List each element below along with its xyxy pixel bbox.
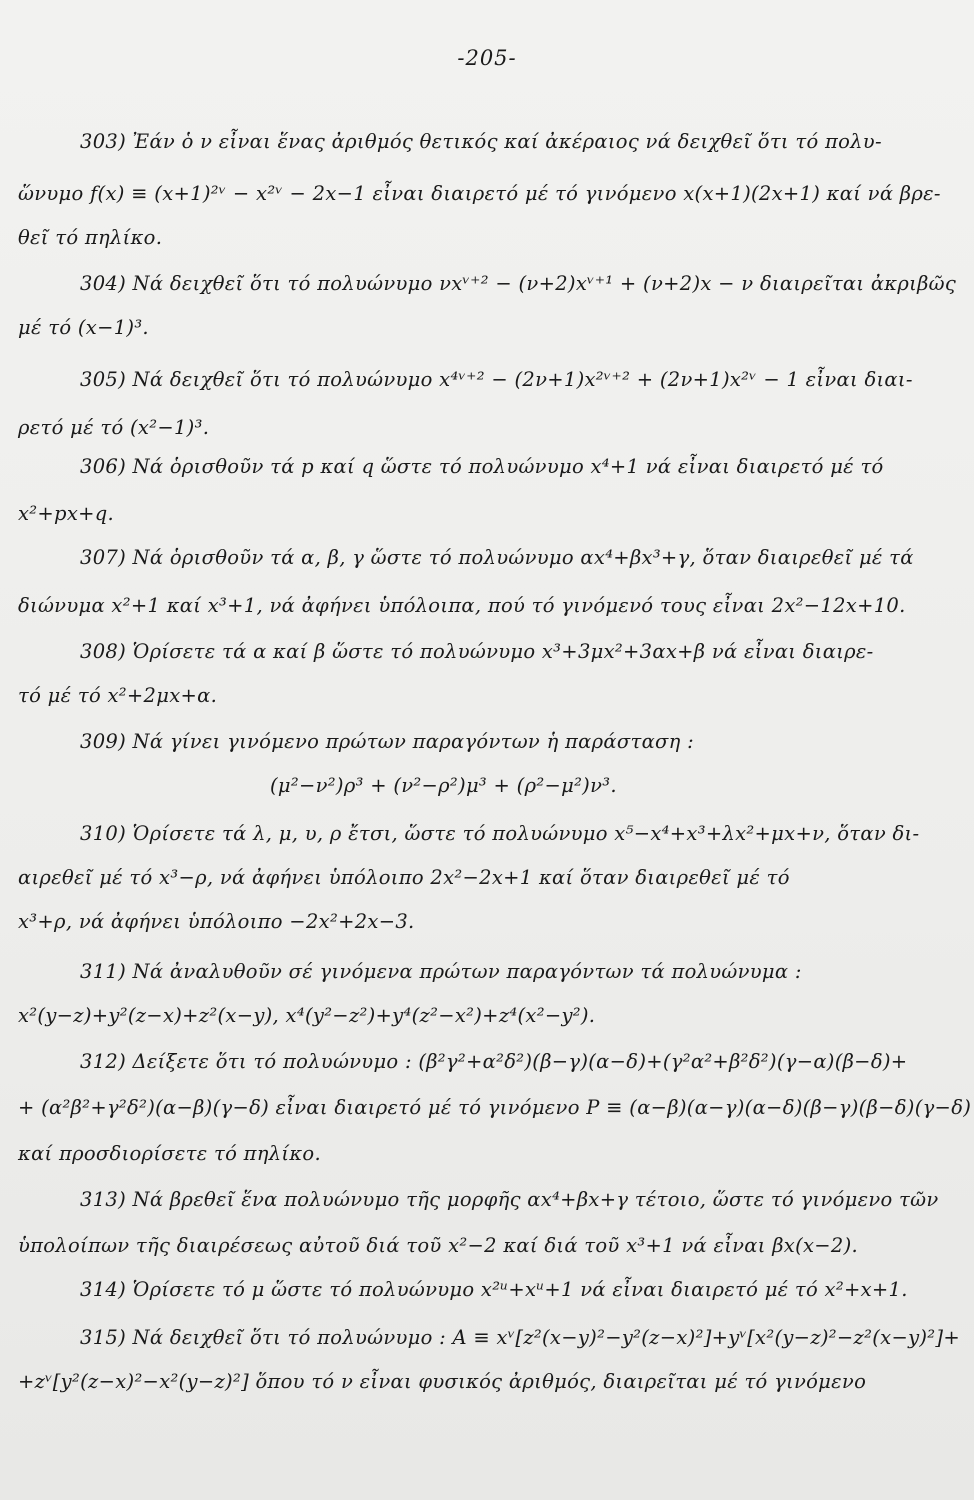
text-line: 307) Νά ὁρισθοῦν τά α, β, γ ὥστε τό πολυώνυμο αx⁴+βx³+γ, ὅταν διαιρεθεῖ μέ τά [80, 546, 914, 569]
text-line: +zᵛ[y²(z−x)²−x²(y−z)²] ὅπου τό ν εἶναι φυσικός ἀριθμός, διαιρεῖται μέ τό γινόμενο [18, 1370, 867, 1393]
text-line: 310) Ὁρίσετε τά λ, μ, υ, ρ ἔτσι, ὥστε τό πολυώνυμο x⁵−x⁴+x³+λx²+μx+ν, ὅταν δι- [80, 822, 920, 845]
text-line: καί προσδιορίσετε τό πηλίκο. [18, 1142, 321, 1165]
text-line: 309) Νά γίνει γινόμενο πρώτων παραγόντων ἡ παράσταση : [80, 730, 694, 753]
text-line: 306) Νά ὁρισθοῦν τά p καί q ὥστε τό πολυώνυμο x⁴+1 νά εἶναι διαιρετό μέ τό [80, 455, 884, 478]
text-line: 311) Νά ἀναλυθοῦν σέ γινόμενα πρώτων παραγόντων τά πολυώνυμα : [80, 960, 802, 983]
text-line: ὑπολοίπων τῆς διαιρέσεως αὐτοῦ διά τοῦ x²−2 καί διά τοῦ x³+1 νά εἶναι βx(x−2). [18, 1234, 859, 1257]
page-number: -205- [457, 46, 517, 70]
text-line: 314) Ὁρίσετε τό μ ὥστε τό πολυώνυμο x²ᵘ+xᵘ+1 νά εἶναι διαιρετό μέ τό x²+x+1. [80, 1278, 908, 1301]
text-line: 312) Δείξετε ὅτι τό πολυώνυμο : (β²γ²+α²δ²)(β−γ)(α−δ)+(γ²α²+β²δ²)(γ−α)(β−δ)+ [80, 1050, 908, 1073]
text-line: διώνυμα x²+1 καί x³+1, νά ἀφήνει ὑπόλοιπα, πού τό γινόμενό τους εἶναι 2x²−12x+10. [18, 594, 906, 617]
text-line: x³+ρ, νά ἀφήνει ὑπόλοιπο −2x²+2x−3. [18, 910, 415, 933]
text-line: 305) Νά δειχθεῖ ὅτι τό πολυώνυμο x⁴ᵛ⁺² − (2ν+1)x²ᵛ⁺² + (2ν+1)x²ᵛ − 1 εἶναι διαι- [80, 368, 913, 391]
text-line: x²+px+q. [18, 502, 115, 525]
text-line: x²(y−z)+y²(z−x)+z²(x−y), x⁴(y²−z²)+y⁴(z²−x²)+z⁴(x²−y²). [18, 1004, 596, 1027]
text-line: 313) Νά βρεθεῖ ἕνα πολυώνυμο τῆς μορφῆς αx⁴+βx+γ τέτοιο, ὥστε τό γινόμενο τῶν [80, 1188, 939, 1211]
text-line: ὥνυμο f(x) ≡ (x+1)²ᵛ − x²ᵛ − 2x−1 εἶναι διαιρετό μέ τό γινόμενο x(x+1)(2x+1) καί νά βρε- [18, 182, 941, 205]
text-line: + (α²β²+γ²δ²)(α−β)(γ−δ) εἶναι διαιρετό μέ τό γινόμενο P ≡ (α−β)(α−γ)(α−δ)(β−γ)(β−δ)(γ−δ) [18, 1096, 972, 1119]
text-line: ρετό μέ τό (x²−1)³. [18, 416, 210, 439]
text-line: τό μέ τό x²+2μx+α. [18, 684, 218, 707]
text-line: (μ²−ν²)ρ³ + (ν²−ρ²)μ³ + (ρ²−μ²)ν³. [270, 774, 617, 797]
text-line: θεῖ τό πηλίκο. [18, 226, 163, 249]
text-line: αιρεθεῖ μέ τό x³−ρ, νά ἀφήνει ὑπόλοιπο 2x²−2x+1 καί ὅταν διαιρεθεῖ μέ τό [18, 866, 790, 889]
text-line: 303) Ἐάν ὁ ν εἶναι ἕνας ἀριθμός θετικός καί ἀκέραιος νά δειχθεῖ ὅτι τό πολυ- [80, 130, 882, 153]
text-line: 315) Νά δειχθεῖ ὅτι τό πολυώνυμο : A ≡ xᵛ[z²(x−y)²−y²(z−x)²]+yᵛ[x²(y−z)²−z²(x−y)²]+ [80, 1326, 960, 1349]
text-line: 304) Νά δειχθεῖ ὅτι τό πολυώνυμο νxᵛ⁺² − (ν+2)xᵛ⁺¹ + (ν+2)x − ν διαιρεῖται ἀκριβῶς [80, 272, 957, 295]
text-line: 308) Ὁρίσετε τά α καί β ὥστε τό πολυώνυμο x³+3μx²+3αx+β νά εἶναι διαιρε- [80, 640, 874, 663]
text-line: μέ τό (x−1)³. [18, 316, 149, 339]
